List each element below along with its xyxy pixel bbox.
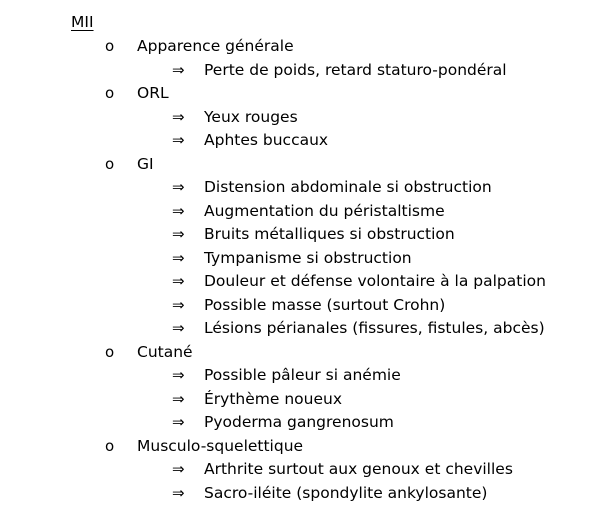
section-cutane xyxy=(0,342,609,436)
section-label: Cutané xyxy=(137,342,193,361)
list-item xyxy=(0,412,609,436)
list-item xyxy=(0,483,609,507)
list-item-text: Possible pâleur si anémie xyxy=(204,366,401,384)
section-label: Musculo-squelettique xyxy=(137,436,304,455)
section-label: GI xyxy=(137,154,154,173)
list-item-text: Érythème noueux xyxy=(204,389,343,408)
implies-arrow-icon: ⇒ xyxy=(172,460,185,478)
list-item xyxy=(0,271,609,295)
list-item-text: Lésions périanales (fissures, fistules, abcès) xyxy=(204,319,545,337)
list-item-text: Bruits métalliques si obstruction xyxy=(204,225,455,243)
list-item xyxy=(0,107,609,131)
list-item-text: Augmentation du péristaltisme xyxy=(204,201,445,220)
list-item xyxy=(0,459,609,483)
page-title: MII xyxy=(71,13,94,31)
circle-bullet-icon: o xyxy=(105,154,115,173)
list-item-text: Douleur et défense volontaire à la palpation xyxy=(204,272,546,290)
section-label: Apparence générale xyxy=(137,37,294,55)
circle-bullet-icon: o xyxy=(105,84,115,102)
list-item xyxy=(0,248,609,272)
implies-arrow-icon: ⇒ xyxy=(172,201,185,220)
implies-arrow-icon: ⇒ xyxy=(172,272,185,290)
list-item xyxy=(0,177,609,201)
section-heading xyxy=(0,83,609,107)
section-gi xyxy=(0,154,609,342)
list-item xyxy=(0,389,609,413)
list-item xyxy=(0,365,609,389)
implies-arrow-icon: ⇒ xyxy=(172,413,185,431)
implies-arrow-icon: ⇒ xyxy=(172,389,185,408)
list-item-text: Perte de poids, retard staturo-pondéral xyxy=(204,60,507,79)
list-item xyxy=(0,201,609,225)
implies-arrow-icon: ⇒ xyxy=(172,107,185,126)
list-item-text: Sacro-iléite (spondylite ankylosante) xyxy=(204,483,488,502)
implies-arrow-icon: ⇒ xyxy=(172,248,185,267)
section-heading xyxy=(0,36,609,60)
list-item-text: Possible masse (surtout Crohn) xyxy=(204,295,446,314)
section-heading xyxy=(0,154,609,178)
list-item xyxy=(0,318,609,342)
list-item xyxy=(0,60,609,84)
implies-arrow-icon: ⇒ xyxy=(172,60,185,79)
implies-arrow-icon: ⇒ xyxy=(172,366,185,384)
implies-arrow-icon: ⇒ xyxy=(172,483,185,502)
section-heading xyxy=(0,342,609,366)
circle-bullet-icon: o xyxy=(105,342,115,361)
outline-list xyxy=(0,36,609,506)
implies-arrow-icon: ⇒ xyxy=(172,319,185,337)
section-heading xyxy=(0,436,609,460)
list-item-text: Tympanisme si obstruction xyxy=(204,248,412,267)
section-label: ORL xyxy=(137,84,169,102)
list-item-text: Arthrite surtout aux genoux et chevilles xyxy=(204,460,513,478)
implies-arrow-icon: ⇒ xyxy=(172,131,185,149)
list-item-text: Distension abdominale si obstruction xyxy=(204,178,492,196)
implies-arrow-icon: ⇒ xyxy=(172,295,185,314)
section-orl xyxy=(0,83,609,154)
circle-bullet-icon: o xyxy=(105,436,115,455)
list-item xyxy=(0,295,609,319)
list-item xyxy=(0,130,609,154)
list-item-text: Pyoderma gangrenosum xyxy=(204,413,394,431)
implies-arrow-icon: ⇒ xyxy=(172,225,185,243)
list-item xyxy=(0,224,609,248)
section-musculo-squelettique xyxy=(0,436,609,507)
list-item-text: Aphtes buccaux xyxy=(204,131,329,149)
circle-bullet-icon: o xyxy=(105,37,115,55)
implies-arrow-icon: ⇒ xyxy=(172,178,185,196)
list-item-text: Yeux rouges xyxy=(204,107,298,126)
section-apparence-generale xyxy=(0,36,609,83)
